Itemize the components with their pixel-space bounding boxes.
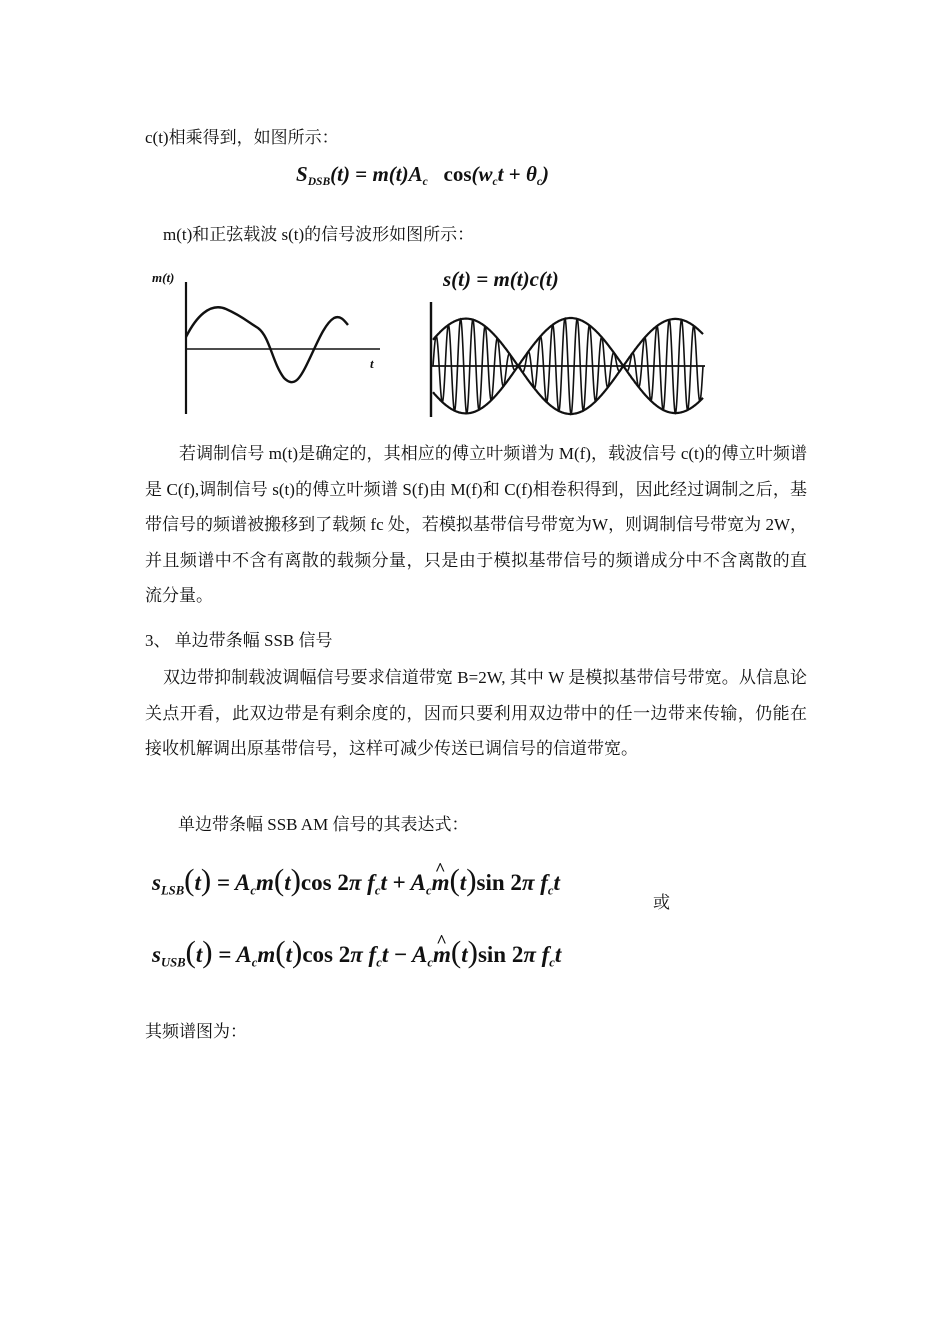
m-waveform-curve — [186, 307, 348, 382]
m-time-label: t — [370, 356, 374, 371]
paragraph-spectrum: 若调制信号 m(t)是确定的，其相应的傅立叶频谱为 M(f)，载波信号 c(t)的傅立叶频谱是 C(f),调制信号 s(t)的傅立叶频谱 S(f)由 M(f)和 C(f)相卷积得到，因此经过调制之后，基带信号的频谱被搬移到了载频 fc 处，若模拟基带信号带宽为W，则调制信号带宽为 2W，并且频谱中不含有离散的载频分量，只是由于模拟基带信号的频谱成分中不含离散的直流分量。 — [145, 444, 807, 605]
modulated-title: s(t) = m(t)c(t) — [443, 267, 559, 291]
modulated-waveform-figure — [425, 262, 710, 422]
lsb-equation: $s_{LSB}(t) = A_cm(t)\cos$ 2π $f_ct$ + $A_c\^{}$ m(t)sin 2π $f_ct$ — [152, 862, 560, 898]
waveform-caption: m(t)和正弦载波 s(t)的信号波形如图所示： — [163, 225, 475, 244]
paragraph-ssb: 双边带抑制载波调幅信号要求信道带宽 B=2W, 其中 W 是模拟基带信号带宽。从信息论关点开看，此双边带是有剩余度的，因而只要利用双边带中的任一边带来传输，仍能在接收机解调出原基带信号，这样可减少传送已调信号的信道带宽。 — [145, 668, 807, 758]
dsb-equation: $S_{DSB}(t) = m(t)A_c$ $\cos(w_ct + \theta_c)$ — [296, 162, 550, 189]
usb-equation: $s_{USB}(t) = A_cm(t)\cos$ 2π $f_ct$ − $A_c\^{}$ m(t)sin 2π $f_ct$ — [152, 934, 561, 970]
intro-line: c(t)相乘得到，如图所示： — [145, 128, 339, 147]
spectrum-intro: 其频谱图为： — [145, 1022, 247, 1041]
or-word: 或 — [653, 893, 670, 912]
message-waveform-figure — [148, 262, 388, 422]
expression-intro: 单边带条幅 SSB AM 信号的其表达式： — [178, 815, 469, 834]
section-heading: 3、 单边带条幅 SSB 信号 — [145, 631, 333, 650]
m-axis-label: m(t) — [152, 270, 175, 285]
